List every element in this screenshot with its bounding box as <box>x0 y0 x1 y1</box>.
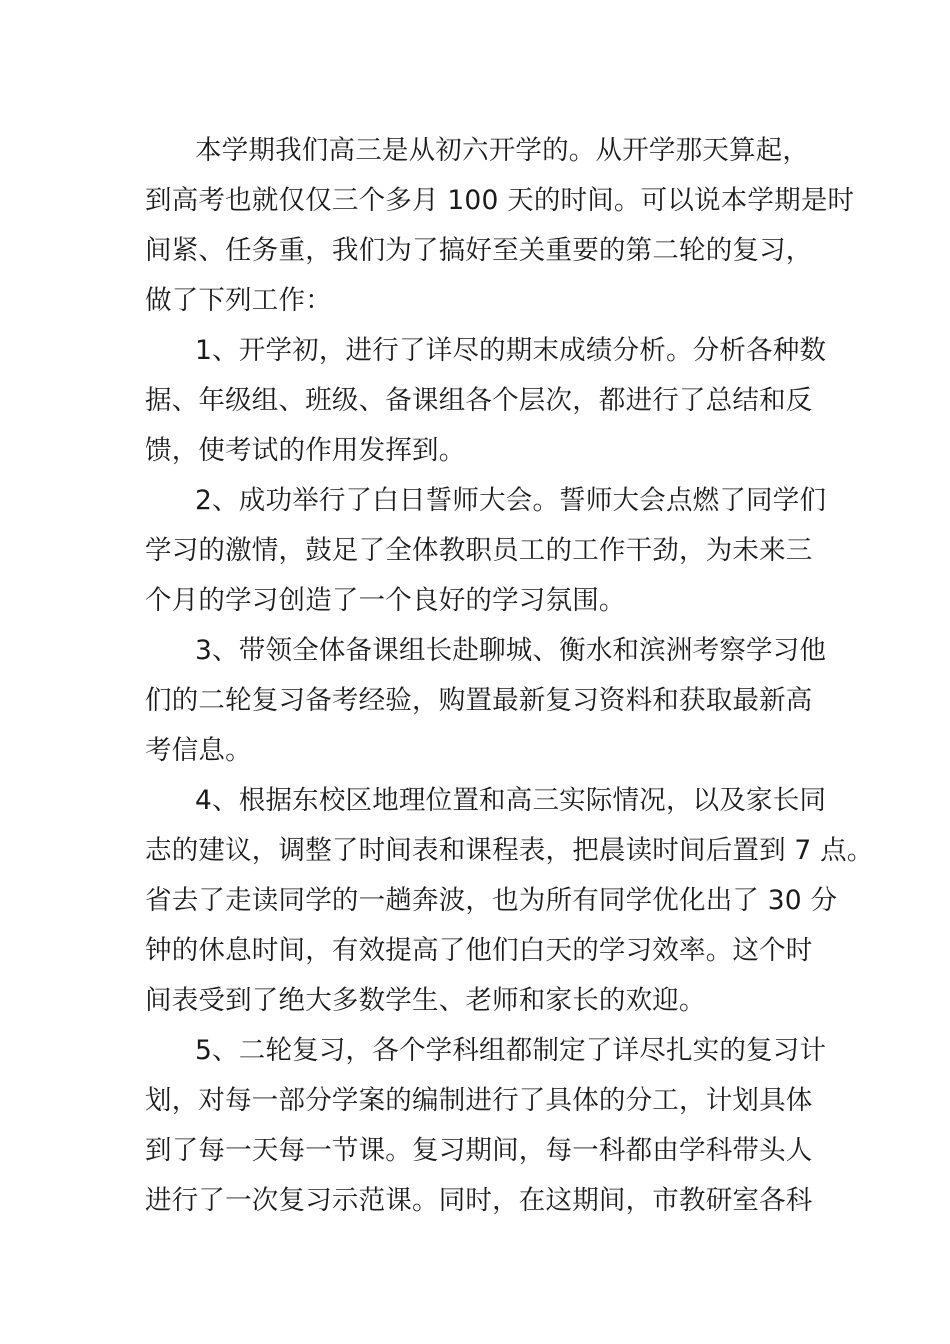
paragraph-intro-line-1: 本学期我们高三是从初六开学的。从开学那天算起， <box>195 135 810 166</box>
item-4-line-2: 志的建议，调整了时间表和课程表，把晨读时间后置到 7 点。 <box>145 835 874 866</box>
item-3-line-3: 考信息。 <box>145 735 252 766</box>
item-3-line-2: 们的二轮复习备考经验，购置最新复习资料和获取最新高 <box>145 685 813 716</box>
item-4-line-5: 间表受到了绝大多数学生、老师和家长的欢迎。 <box>145 985 706 1016</box>
item-5-line-2: 划，对每一部分学案的编制进行了具体的分工，计划具体 <box>145 1085 813 1116</box>
paragraph-intro-line-3: 间紧、任务重，我们为了搞好至关重要的第二轮的复习， <box>145 235 813 266</box>
item-3-line-1: 3、带领全体备课组长赴聊城、衡水和滨洲考察学习他 <box>195 635 827 666</box>
item-2-line-3: 个月的学习创造了一个良好的学习氛围。 <box>145 585 626 616</box>
item-4-line-3: 省去了走读同学的一趟奔波，也为所有同学优化出了 30 分 <box>145 885 838 916</box>
paragraph-intro-line-4: 做了下列工作： <box>145 285 332 316</box>
item-5-line-1: 5、二轮复习，各个学科组都制定了详尽扎实的复习计 <box>195 1035 827 1066</box>
item-1-line-2: 据、年级组、班级、备课组各个层次，都进行了总结和反 <box>145 385 813 416</box>
item-1-line-1: 1、开学初，进行了详尽的期末成绩分析。分析各种数 <box>195 335 827 366</box>
item-2-line-1: 2、成功举行了白日誓师大会。誓师大会点燃了同学们 <box>195 485 827 516</box>
item-1-line-3: 馈，使考试的作用发挥到。 <box>145 435 466 466</box>
item-2-line-2: 学习的激情，鼓足了全体教职员工的工作干劲，为未来三 <box>145 535 813 566</box>
item-5-line-3: 到了每一天每一节课。复习期间，每一科都由学科带头人 <box>145 1135 813 1166</box>
item-4-line-1: 4、根据东校区地理位置和高三实际情况，以及家长同 <box>195 785 827 816</box>
item-5-line-4: 进行了一次复习示范课。同时，在这期间，市教研室各科 <box>145 1185 813 1216</box>
paragraph-intro-line-2: 到高考也就仅仅三个多月 100 天的时间。可以说本学期是时 <box>145 185 855 216</box>
item-4-line-4: 钟的休息时间，有效提高了他们白天的学习效率。这个时 <box>145 935 813 966</box>
